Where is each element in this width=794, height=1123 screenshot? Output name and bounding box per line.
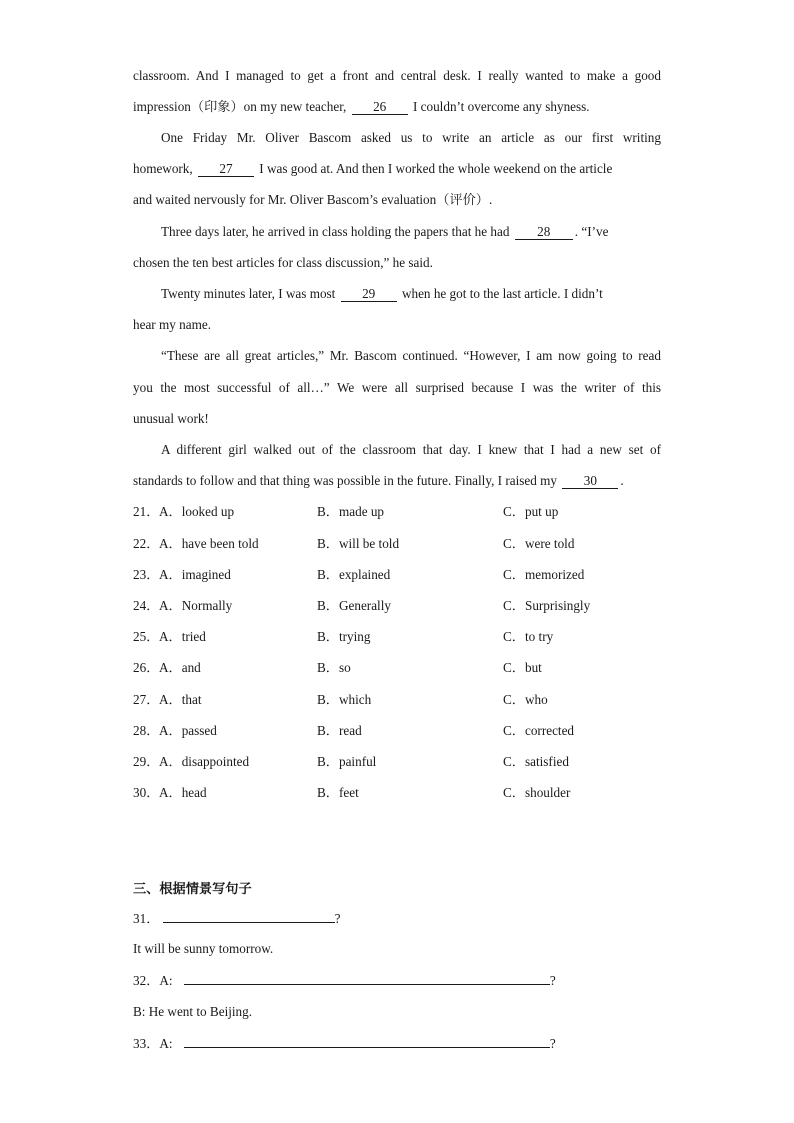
passage-text: Three days later, he arrived in class holding the papers that he had: [161, 224, 510, 239]
passage-line: One Friday Mr. Oliver Bascom asked us to write an article as our first writing: [161, 130, 661, 145]
blank-28: 28: [515, 224, 573, 240]
option-a[interactable]: A．looked up: [159, 504, 235, 519]
question-number: 21．: [133, 504, 160, 519]
passage-line: [133, 471, 661, 491]
option-c[interactable]: C．satisfied: [503, 754, 569, 769]
answer-line[interactable]: [163, 908, 335, 923]
option-b[interactable]: B．which: [317, 692, 372, 707]
question-33: [133, 1033, 661, 1054]
option-c[interactable]: C．who: [503, 692, 548, 707]
option-b[interactable]: B．will be told: [317, 536, 400, 551]
question-number: 33．A:: [133, 1036, 173, 1051]
question-31: [133, 908, 661, 929]
question-row: [133, 721, 661, 741]
context-line: It will be sunny tomorrow.: [133, 941, 274, 956]
option-a[interactable]: A．tried: [159, 629, 206, 644]
question-row: [133, 783, 661, 803]
passage-text: homework,: [133, 161, 193, 176]
option-b[interactable]: B．read: [317, 723, 362, 738]
option-b[interactable]: B．made up: [317, 504, 385, 519]
option-a[interactable]: A．and: [159, 660, 201, 675]
question-number: 25．: [133, 629, 160, 644]
option-a[interactable]: A．have been told: [159, 536, 259, 551]
option-c[interactable]: C．put up: [503, 504, 559, 519]
question-number: 30．: [133, 785, 160, 800]
section-title: 三、根据情景写句子: [133, 882, 252, 897]
question-number: 24．: [133, 598, 160, 613]
option-a[interactable]: A．passed: [159, 723, 217, 738]
passage-line: [161, 222, 661, 242]
passage-line: unusual work!: [133, 411, 209, 426]
option-a[interactable]: A．head: [159, 785, 207, 800]
option-a[interactable]: A．that: [159, 692, 202, 707]
option-c[interactable]: C．corrected: [503, 723, 575, 738]
passage-line: chosen the ten best articles for class discussion,” he said.: [133, 255, 433, 270]
question-row: [133, 596, 661, 616]
passage-line: [161, 284, 661, 304]
question-number: 29．: [133, 754, 160, 769]
passage-text: impression（印象）on my new teacher,: [133, 99, 347, 114]
question-mark: ?: [549, 1036, 556, 1051]
option-b[interactable]: B．so: [317, 660, 351, 675]
context-line: B: He went to Beijing.: [133, 1004, 253, 1019]
passage-text: when he got to the last article. I didn’t: [401, 286, 603, 301]
option-c[interactable]: C．memorized: [503, 567, 585, 582]
passage-text: I was good at. And then I worked the whole weekend on the article: [259, 161, 613, 176]
passage-line: you the most successful of all…” We were all surprised because I was the writer of this: [133, 380, 661, 395]
question-number: 28．: [133, 723, 160, 738]
option-b[interactable]: B．explained: [317, 567, 391, 582]
option-c[interactable]: C．were told: [503, 536, 575, 551]
passage-text: Twenty minutes later, I was most: [161, 286, 336, 301]
blank-27: 27: [198, 161, 254, 177]
blank-30: 30: [562, 473, 618, 489]
passage-line: hear my name.: [133, 317, 211, 332]
passage-text: . “I’ve: [574, 224, 609, 239]
option-c[interactable]: C．but: [503, 660, 542, 675]
question-number: 23．: [133, 567, 160, 582]
option-b[interactable]: B．feet: [317, 785, 359, 800]
question-mark: ?: [334, 911, 341, 926]
question-row: [133, 627, 661, 647]
question-number: 27．: [133, 692, 160, 707]
passage-text: standards to follow and that thing was possible in the future. Finally, I raised my: [133, 473, 558, 488]
question-row: [133, 690, 661, 710]
option-b[interactable]: B．trying: [317, 629, 371, 644]
passage-line: classroom. And I managed to get a front and central desk. I really wanted to make a good: [133, 68, 661, 83]
passage-text: .: [620, 473, 624, 488]
question-row: [133, 658, 661, 678]
question-number: 31．: [133, 911, 160, 926]
answer-line[interactable]: [184, 1033, 550, 1048]
option-c[interactable]: C．to try: [503, 629, 554, 644]
option-b[interactable]: B．Generally: [317, 598, 391, 613]
question-row: [133, 752, 661, 772]
passage-line: [133, 159, 661, 179]
question-number: 26．: [133, 660, 160, 675]
question-row: [133, 534, 661, 554]
blank-26: 26: [352, 99, 408, 115]
question-32: [133, 970, 661, 991]
passage-line: and waited nervously for Mr. Oliver Bascom’s evaluation（评价）.: [133, 192, 493, 207]
passage-line: “These are all great articles,” Mr. Bascom continued. “However, I am now going to read: [161, 348, 661, 363]
question-number: 32．A:: [133, 973, 173, 988]
option-c[interactable]: C．shoulder: [503, 785, 571, 800]
option-a[interactable]: A．Normally: [159, 598, 233, 613]
question-number: 22．: [133, 536, 160, 551]
passage-line: [133, 97, 661, 117]
question-mark: ?: [549, 973, 556, 988]
option-a[interactable]: A．disappointed: [159, 754, 250, 769]
passage-line: A different girl walked out of the classroom that day. I knew that I had a new set of: [161, 442, 661, 457]
option-b[interactable]: B．painful: [317, 754, 377, 769]
question-row: [133, 502, 661, 522]
passage-text: I couldn’t overcome any shyness.: [412, 99, 590, 114]
question-row: [133, 565, 661, 585]
answer-line[interactable]: [184, 970, 550, 985]
blank-29: 29: [341, 286, 397, 302]
option-c[interactable]: C．Surprisingly: [503, 598, 591, 613]
option-a[interactable]: A．imagined: [159, 567, 231, 582]
